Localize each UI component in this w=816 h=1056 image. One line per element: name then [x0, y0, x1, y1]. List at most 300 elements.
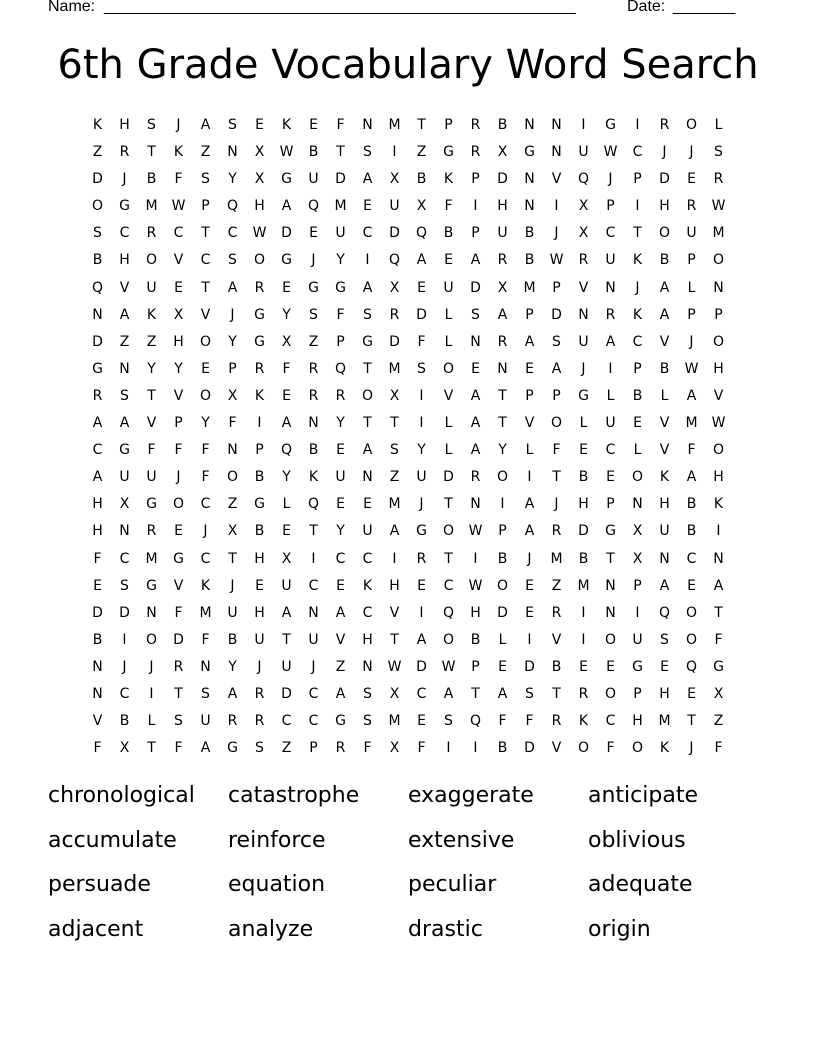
- grid-letter[interactable]: Y: [147, 360, 156, 377]
- grid-letter[interactable]: V: [146, 415, 157, 432]
- grid-letter[interactable]: B: [524, 225, 535, 242]
- grid-letter[interactable]: E: [579, 442, 588, 459]
- grid-letter[interactable]: Y: [498, 442, 507, 459]
- grid-letter[interactable]: A: [227, 279, 238, 296]
- grid-letter[interactable]: A: [389, 523, 400, 540]
- grid-letter[interactable]: H: [497, 198, 508, 215]
- grid-letter[interactable]: K: [308, 469, 319, 486]
- grid-letter[interactable]: D: [551, 306, 562, 323]
- grid-letter[interactable]: P: [687, 306, 696, 323]
- grid-letter[interactable]: N: [713, 550, 724, 567]
- grid-letter[interactable]: J: [176, 117, 181, 133]
- grid-letter[interactable]: Z: [92, 144, 103, 161]
- grid-letter[interactable]: G: [335, 713, 346, 730]
- grid-letter[interactable]: W: [279, 144, 294, 161]
- grid-letter[interactable]: T: [363, 360, 372, 377]
- grid-letter[interactable]: S: [93, 225, 102, 242]
- grid-letter[interactable]: U: [443, 279, 454, 296]
- grid-letter[interactable]: U: [497, 225, 508, 242]
- grid-letter[interactable]: S: [525, 685, 534, 702]
- grid-letter[interactable]: V: [524, 415, 535, 432]
- grid-letter[interactable]: J: [257, 658, 262, 675]
- grid-letter[interactable]: V: [659, 333, 670, 350]
- grid-letter[interactable]: Y: [336, 415, 345, 432]
- grid-letter[interactable]: U: [281, 577, 292, 594]
- grid-letter[interactable]: G: [119, 442, 130, 459]
- grid-letter[interactable]: J: [230, 577, 235, 594]
- grid-letter[interactable]: I: [392, 144, 397, 161]
- grid-letter[interactable]: W: [441, 658, 456, 675]
- grid-letter[interactable]: O: [172, 496, 185, 513]
- grid-letter[interactable]: A: [713, 577, 724, 594]
- grid-letter[interactable]: C: [632, 144, 643, 161]
- grid-letter[interactable]: P: [552, 279, 561, 296]
- grid-letter[interactable]: V: [551, 740, 562, 757]
- grid-letter[interactable]: G: [605, 117, 616, 133]
- grid-letter[interactable]: M: [685, 415, 698, 432]
- grid-letter[interactable]: G: [578, 387, 589, 404]
- grid-letter[interactable]: E: [417, 279, 426, 296]
- grid-letter[interactable]: E: [606, 658, 615, 675]
- grid-letter[interactable]: N: [713, 279, 724, 296]
- grid-letter[interactable]: T: [444, 550, 453, 567]
- grid-letter[interactable]: B: [497, 550, 508, 567]
- grid-letter[interactable]: B: [497, 117, 508, 133]
- grid-letter[interactable]: W: [252, 225, 267, 242]
- grid-letter[interactable]: J: [662, 144, 667, 161]
- grid-letter[interactable]: G: [362, 333, 373, 350]
- grid-letter[interactable]: L: [444, 333, 453, 350]
- grid-letter[interactable]: G: [146, 577, 157, 594]
- grid-letter[interactable]: S: [363, 685, 372, 702]
- grid-letter[interactable]: C: [227, 225, 238, 242]
- grid-letter[interactable]: R: [389, 306, 400, 323]
- grid-letter[interactable]: X: [254, 171, 265, 188]
- grid-letter[interactable]: D: [470, 279, 481, 296]
- grid-letter[interactable]: J: [554, 496, 559, 513]
- grid-letter[interactable]: D: [389, 333, 400, 350]
- grid-letter[interactable]: E: [525, 577, 534, 594]
- grid-letter[interactable]: N: [362, 117, 373, 133]
- grid-letter[interactable]: O: [145, 252, 158, 269]
- grid-letter[interactable]: G: [227, 740, 238, 757]
- grid-letter[interactable]: U: [308, 171, 319, 188]
- grid-letter[interactable]: P: [525, 387, 534, 404]
- grid-letter[interactable]: L: [498, 631, 507, 648]
- grid-letter[interactable]: O: [226, 469, 239, 486]
- grid-letter[interactable]: V: [173, 387, 184, 404]
- grid-letter[interactable]: I: [635, 117, 640, 133]
- grid-letter[interactable]: C: [632, 333, 643, 350]
- grid-letter[interactable]: N: [524, 171, 535, 188]
- grid-letter[interactable]: T: [228, 550, 237, 567]
- grid-letter[interactable]: F: [147, 442, 156, 459]
- grid-letter[interactable]: U: [362, 523, 373, 540]
- grid-letter[interactable]: E: [336, 442, 345, 459]
- grid-letter[interactable]: X: [281, 333, 292, 350]
- grid-letter[interactable]: X: [578, 225, 589, 242]
- grid-letter[interactable]: B: [632, 387, 643, 404]
- grid-letter[interactable]: O: [631, 469, 644, 486]
- grid-letter[interactable]: E: [174, 523, 183, 540]
- grid-letter[interactable]: L: [714, 117, 723, 133]
- grid-letter[interactable]: A: [92, 469, 103, 486]
- grid-letter[interactable]: E: [309, 117, 318, 133]
- grid-letter[interactable]: F: [282, 360, 291, 377]
- grid-letter[interactable]: I: [473, 198, 478, 215]
- grid-letter[interactable]: A: [497, 306, 508, 323]
- grid-letter[interactable]: U: [416, 469, 427, 486]
- grid-letter[interactable]: U: [605, 252, 616, 269]
- grid-letter[interactable]: G: [254, 496, 265, 513]
- grid-letter[interactable]: G: [443, 144, 454, 161]
- grid-letter[interactable]: Q: [226, 198, 239, 215]
- grid-letter[interactable]: O: [604, 631, 617, 648]
- grid-letter[interactable]: T: [201, 279, 210, 296]
- grid-letter[interactable]: R: [119, 144, 130, 161]
- grid-letter[interactable]: B: [146, 171, 157, 188]
- grid-letter[interactable]: U: [146, 279, 157, 296]
- grid-letter[interactable]: I: [419, 604, 424, 621]
- grid-letter[interactable]: V: [92, 713, 103, 730]
- grid-letter[interactable]: B: [551, 658, 562, 675]
- grid-letter[interactable]: S: [309, 306, 318, 323]
- grid-letter[interactable]: E: [255, 577, 264, 594]
- grid-letter[interactable]: H: [92, 523, 103, 540]
- grid-letter[interactable]: I: [257, 415, 262, 432]
- grid-letter[interactable]: X: [497, 279, 508, 296]
- grid-letter[interactable]: S: [714, 144, 723, 161]
- grid-letter[interactable]: U: [389, 198, 400, 215]
- grid-letter[interactable]: Q: [307, 496, 320, 513]
- grid-letter[interactable]: O: [361, 387, 374, 404]
- grid-letter[interactable]: R: [254, 685, 265, 702]
- grid-letter[interactable]: F: [201, 442, 210, 459]
- grid-letter[interactable]: J: [419, 496, 424, 513]
- grid-letter[interactable]: D: [524, 740, 535, 757]
- grid-letter[interactable]: R: [713, 171, 724, 188]
- grid-letter[interactable]: X: [389, 279, 400, 296]
- grid-letter[interactable]: P: [687, 252, 696, 269]
- grid-letter[interactable]: J: [689, 144, 694, 161]
- grid-letter[interactable]: G: [254, 333, 265, 350]
- grid-letter[interactable]: U: [659, 523, 670, 540]
- grid-letter[interactable]: E: [606, 469, 615, 486]
- grid-letter[interactable]: E: [525, 360, 534, 377]
- grid-letter[interactable]: J: [554, 225, 559, 242]
- grid-letter[interactable]: N: [632, 496, 643, 513]
- grid-letter[interactable]: Y: [174, 360, 183, 377]
- grid-letter[interactable]: B: [470, 631, 481, 648]
- grid-letter[interactable]: K: [200, 577, 211, 594]
- grid-letter[interactable]: J: [122, 658, 127, 675]
- grid-letter[interactable]: I: [473, 550, 478, 567]
- grid-letter[interactable]: D: [497, 604, 508, 621]
- grid-letter[interactable]: C: [119, 225, 130, 242]
- grid-letter[interactable]: L: [282, 496, 291, 513]
- grid-letter[interactable]: R: [578, 685, 589, 702]
- grid-letter[interactable]: I: [419, 387, 424, 404]
- grid-letter[interactable]: T: [417, 117, 426, 133]
- grid-letter[interactable]: I: [635, 198, 640, 215]
- grid-letter[interactable]: B: [254, 469, 265, 486]
- grid-letter[interactable]: T: [201, 225, 210, 242]
- grid-letter[interactable]: E: [363, 496, 372, 513]
- grid-letter[interactable]: K: [632, 306, 643, 323]
- grid-letter[interactable]: H: [254, 604, 265, 621]
- grid-letter[interactable]: H: [713, 469, 724, 486]
- grid-letter[interactable]: M: [388, 496, 401, 513]
- grid-letter[interactable]: M: [145, 550, 158, 567]
- date-field[interactable]: _______: [673, 0, 736, 15]
- grid-letter[interactable]: B: [254, 523, 265, 540]
- grid-letter[interactable]: K: [146, 306, 157, 323]
- grid-letter[interactable]: H: [632, 713, 643, 730]
- grid-letter[interactable]: Y: [336, 252, 345, 269]
- grid-letter[interactable]: U: [227, 604, 238, 621]
- grid-letter[interactable]: I: [581, 117, 586, 133]
- grid-letter[interactable]: F: [93, 550, 102, 567]
- grid-letter[interactable]: A: [335, 685, 346, 702]
- grid-letter[interactable]: S: [552, 333, 561, 350]
- grid-letter[interactable]: Y: [228, 658, 237, 675]
- grid-letter[interactable]: Z: [119, 333, 130, 350]
- grid-letter[interactable]: O: [712, 252, 725, 269]
- grid-letter[interactable]: V: [659, 442, 670, 459]
- grid-letter[interactable]: F: [201, 469, 210, 486]
- grid-letter[interactable]: Q: [334, 360, 347, 377]
- grid-letter[interactable]: M: [145, 198, 158, 215]
- grid-letter[interactable]: R: [254, 360, 265, 377]
- grid-letter[interactable]: F: [417, 333, 426, 350]
- grid-letter[interactable]: W: [468, 523, 483, 540]
- grid-letter[interactable]: P: [633, 577, 642, 594]
- grid-letter[interactable]: B: [443, 225, 454, 242]
- grid-letter[interactable]: A: [200, 740, 211, 757]
- grid-letter[interactable]: R: [497, 252, 508, 269]
- grid-letter[interactable]: O: [577, 740, 590, 757]
- grid-letter[interactable]: R: [470, 144, 481, 161]
- grid-letter[interactable]: P: [525, 306, 534, 323]
- grid-letter[interactable]: H: [92, 496, 103, 513]
- grid-letter[interactable]: Z: [713, 713, 724, 730]
- grid-letter[interactable]: O: [712, 442, 725, 459]
- grid-letter[interactable]: M: [388, 117, 401, 133]
- grid-letter[interactable]: E: [633, 415, 642, 432]
- grid-letter[interactable]: B: [119, 713, 130, 730]
- grid-letter[interactable]: Z: [335, 658, 346, 675]
- grid-letter[interactable]: Y: [228, 333, 237, 350]
- grid-letter[interactable]: F: [93, 740, 102, 757]
- grid-letter[interactable]: N: [470, 496, 481, 513]
- grid-letter[interactable]: E: [309, 225, 318, 242]
- grid-letter[interactable]: X: [281, 550, 292, 567]
- grid-letter[interactable]: N: [227, 144, 238, 161]
- grid-letter[interactable]: P: [255, 442, 264, 459]
- grid-letter[interactable]: D: [92, 604, 103, 621]
- grid-letter[interactable]: B: [524, 252, 535, 269]
- grid-letter[interactable]: M: [388, 360, 401, 377]
- grid-letter[interactable]: P: [471, 658, 480, 675]
- grid-letter[interactable]: H: [173, 333, 184, 350]
- grid-letter[interactable]: J: [635, 279, 640, 296]
- grid-letter[interactable]: D: [389, 225, 400, 242]
- grid-letter[interactable]: O: [199, 333, 212, 350]
- grid-letter[interactable]: Q: [280, 442, 293, 459]
- grid-letter[interactable]: S: [201, 685, 210, 702]
- grid-letter[interactable]: P: [633, 360, 642, 377]
- grid-letter[interactable]: E: [93, 577, 102, 594]
- grid-letter[interactable]: J: [608, 171, 613, 188]
- grid-letter[interactable]: F: [336, 306, 345, 323]
- grid-letter[interactable]: J: [122, 171, 127, 188]
- grid-letter[interactable]: K: [173, 144, 184, 161]
- grid-letter[interactable]: F: [687, 442, 696, 459]
- grid-letter[interactable]: A: [281, 415, 292, 432]
- grid-letter[interactable]: N: [308, 415, 319, 432]
- grid-letter[interactable]: T: [444, 496, 453, 513]
- grid-letter[interactable]: D: [92, 171, 103, 188]
- grid-letter[interactable]: X: [389, 685, 400, 702]
- grid-letter[interactable]: P: [606, 198, 615, 215]
- grid-letter[interactable]: E: [336, 496, 345, 513]
- grid-letter[interactable]: D: [173, 631, 184, 648]
- grid-letter[interactable]: K: [659, 469, 670, 486]
- grid-letter[interactable]: O: [91, 198, 104, 215]
- grid-letter[interactable]: N: [551, 144, 562, 161]
- grid-letter[interactable]: Z: [281, 740, 292, 757]
- grid-letter[interactable]: I: [716, 523, 721, 540]
- grid-letter[interactable]: F: [417, 740, 426, 757]
- grid-letter[interactable]: C: [200, 252, 211, 269]
- grid-letter[interactable]: L: [525, 442, 534, 459]
- grid-letter[interactable]: L: [687, 279, 696, 296]
- grid-letter[interactable]: B: [92, 631, 103, 648]
- grid-letter[interactable]: V: [335, 631, 346, 648]
- grid-letter[interactable]: Y: [282, 469, 291, 486]
- grid-letter[interactable]: U: [632, 631, 643, 648]
- grid-letter[interactable]: H: [119, 252, 130, 269]
- grid-letter[interactable]: A: [524, 333, 535, 350]
- grid-letter[interactable]: T: [147, 144, 156, 161]
- grid-letter[interactable]: P: [228, 360, 237, 377]
- grid-letter[interactable]: I: [365, 252, 370, 269]
- grid-letter[interactable]: T: [714, 604, 723, 621]
- grid-letter[interactable]: T: [336, 144, 345, 161]
- grid-letter[interactable]: X: [497, 144, 508, 161]
- grid-letter[interactable]: J: [581, 360, 586, 377]
- grid-letter[interactable]: W: [171, 198, 186, 215]
- grid-letter[interactable]: S: [363, 144, 372, 161]
- grid-letter[interactable]: M: [550, 550, 563, 567]
- grid-letter[interactable]: N: [659, 550, 670, 567]
- grid-letter[interactable]: R: [497, 333, 508, 350]
- grid-letter[interactable]: Z: [308, 333, 319, 350]
- grid-letter[interactable]: V: [119, 279, 130, 296]
- grid-letter[interactable]: I: [122, 631, 127, 648]
- grid-letter[interactable]: N: [146, 604, 157, 621]
- grid-letter[interactable]: J: [203, 523, 208, 540]
- grid-letter[interactable]: S: [120, 387, 129, 404]
- grid-letter[interactable]: S: [228, 252, 237, 269]
- grid-letter[interactable]: M: [712, 225, 725, 242]
- grid-letter[interactable]: N: [119, 523, 130, 540]
- grid-letter[interactable]: E: [687, 171, 696, 188]
- grid-letter[interactable]: P: [606, 496, 615, 513]
- grid-letter[interactable]: A: [524, 496, 535, 513]
- grid-letter[interactable]: R: [254, 279, 265, 296]
- grid-letter[interactable]: A: [281, 198, 292, 215]
- grid-letter[interactable]: F: [336, 117, 345, 133]
- grid-letter[interactable]: P: [714, 306, 723, 323]
- grid-letter[interactable]: T: [309, 523, 318, 540]
- grid-letter[interactable]: W: [468, 577, 483, 594]
- grid-letter[interactable]: A: [497, 685, 508, 702]
- grid-letter[interactable]: G: [92, 360, 103, 377]
- grid-letter[interactable]: R: [308, 387, 319, 404]
- grid-letter[interactable]: C: [362, 550, 373, 567]
- grid-letter[interactable]: Z: [416, 144, 427, 161]
- grid-letter[interactable]: D: [281, 685, 292, 702]
- grid-letter[interactable]: T: [471, 685, 480, 702]
- grid-letter[interactable]: N: [605, 279, 616, 296]
- grid-letter[interactable]: H: [659, 198, 670, 215]
- grid-letter[interactable]: E: [282, 387, 291, 404]
- grid-letter[interactable]: F: [525, 713, 534, 730]
- grid-letter[interactable]: P: [201, 198, 210, 215]
- grid-letter[interactable]: X: [416, 198, 427, 215]
- grid-letter[interactable]: R: [254, 713, 265, 730]
- grid-letter[interactable]: H: [362, 631, 373, 648]
- grid-letter[interactable]: A: [659, 306, 670, 323]
- grid-letter[interactable]: T: [390, 631, 399, 648]
- grid-letter[interactable]: U: [146, 469, 157, 486]
- grid-letter[interactable]: F: [174, 442, 183, 459]
- grid-letter[interactable]: N: [200, 658, 211, 675]
- grid-letter[interactable]: O: [685, 117, 698, 133]
- grid-letter[interactable]: Q: [91, 279, 104, 296]
- grid-letter[interactable]: X: [713, 685, 724, 702]
- grid-letter[interactable]: U: [200, 713, 211, 730]
- grid-letter[interactable]: P: [336, 333, 345, 350]
- grid-letter[interactable]: G: [713, 658, 724, 675]
- grid-letter[interactable]: B: [497, 740, 508, 757]
- grid-letter[interactable]: T: [147, 387, 156, 404]
- grid-letter[interactable]: R: [146, 225, 157, 242]
- grid-letter[interactable]: D: [497, 171, 508, 188]
- grid-letter[interactable]: X: [632, 550, 643, 567]
- grid-letter[interactable]: T: [147, 740, 156, 757]
- grid-letter[interactable]: X: [119, 740, 130, 757]
- grid-letter[interactable]: K: [443, 171, 454, 188]
- grid-letter[interactable]: J: [527, 550, 532, 567]
- grid-letter[interactable]: N: [470, 333, 481, 350]
- grid-letter[interactable]: A: [119, 306, 130, 323]
- grid-letter[interactable]: Q: [415, 225, 428, 242]
- grid-letter[interactable]: A: [470, 442, 481, 459]
- grid-letter[interactable]: O: [442, 523, 455, 540]
- grid-letter[interactable]: R: [308, 360, 319, 377]
- grid-letter[interactable]: A: [686, 387, 697, 404]
- grid-letter[interactable]: T: [633, 225, 642, 242]
- grid-letter[interactable]: R: [335, 387, 346, 404]
- grid-letter[interactable]: O: [685, 631, 698, 648]
- grid-letter[interactable]: A: [605, 333, 616, 350]
- grid-letter[interactable]: E: [282, 523, 291, 540]
- grid-letter[interactable]: E: [336, 577, 345, 594]
- grid-letter[interactable]: W: [711, 415, 726, 432]
- grid-letter[interactable]: O: [496, 469, 509, 486]
